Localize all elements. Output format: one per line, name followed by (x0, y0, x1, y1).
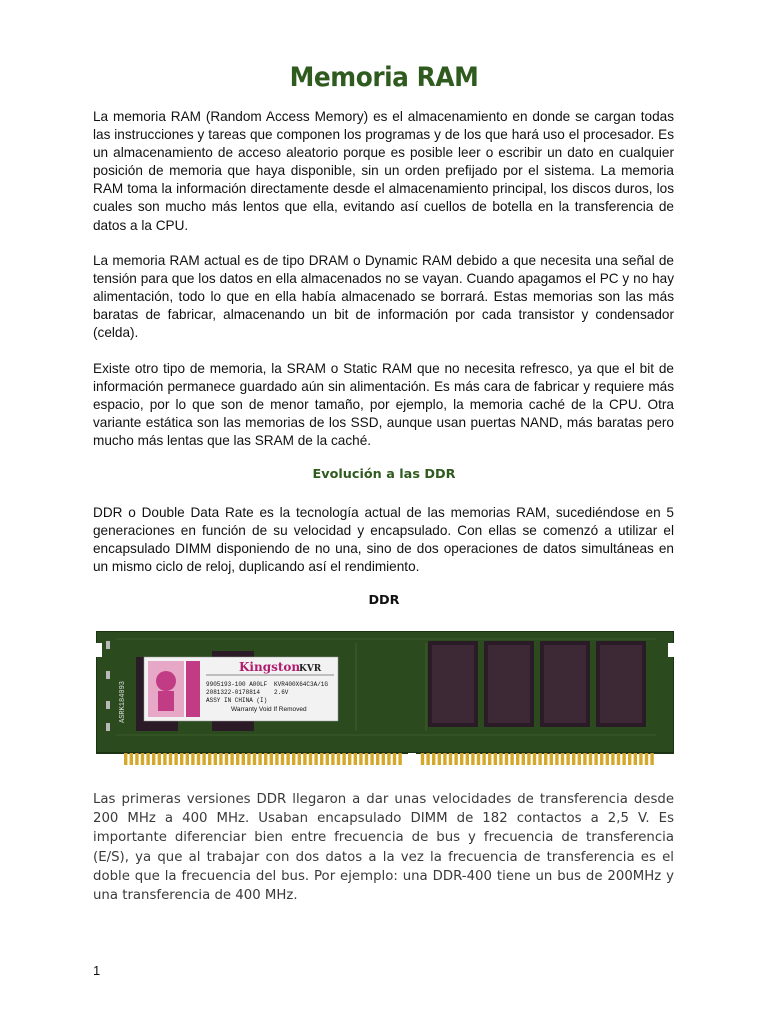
label-line4: Warranty Void If Removed (231, 706, 307, 713)
label-model: KVR (299, 664, 322, 674)
label-line1: 9905193-100 A00LF (206, 681, 268, 688)
label-line1b: KVR400X64C3A/1G (274, 681, 329, 688)
label-line3: ASSY IN CHINA (I) (206, 697, 268, 704)
ddr-ram-module-image (96, 631, 674, 767)
paragraph-intro: La memoria RAM (Random Access Memory) es el almacenamiento en donde se cargan todas las instrucciones y tareas que componen los programas y de los que hará uso el procesador. Es un almacenamiento de acceso aleatorio porque es posible leer o escribir un dato en cualquier posición de memoria que haya disponible, sin un orden prefijado por el sistema. La memoria RAM toma la información directamente desde el almacenamiento principal, los discos duros, los cuales son mucho más lentos que ella, evitando así cuellos de botella en la transferencia de datos a la CPU. (93, 109, 674, 233)
paragraph-ddr-speeds: Las primeras versiones DDR llegaron a dar unas velocidades de transferencia desde 200 MHz a 400 MHz. Usaban encapsulado DIMM de 182 contactos a 2,5 V. Es importante diferenciar bien entre frecuencia de bus y frecuencia de transferencia (E/S), ya que al trabajar con dos datos a la vez la frecuencia de transferencia es el doble que la frecuencia del bus. Por ejemplo: una DDR-400 tiene un bus de 200MHz y una transferencia de 400 MHz. (93, 792, 674, 904)
section-heading-evolucion: Evolución a las DDR (312, 467, 456, 482)
gold-contacts (124, 753, 654, 765)
page-title: Memoria RAM (289, 62, 479, 94)
paragraph-ddr-intro: DDR o Double Data Rate es la tecnología actual de las memorias RAM, sucediéndose en 5 generaciones en función de su velocidad y encapsulado. Con ellas se comenzó a utilizar el encapsulado DIMM disponiendo de no una, sino de dos operaciones de datos simultáneas en un mismo ciclo de reloj, duplicando así el rendimiento. (93, 505, 674, 575)
label-line2: 2081322-0178814 (206, 689, 261, 696)
page-number: 1 (93, 963, 101, 978)
paragraph-sram: Existe otro tipo de memoria, la SRAM o Static RAM que no necesita refresco, ya que el bit de información permanece guardado aún sin alimentación. Es más cara de fabricar y requiere más espacio, por lo que son de menor tamaño, por ejemplo, la memoria caché de la CPU. Otra variante estática son las memorias de los SSD, aunque usan puertas NAND, más baratas pero mucho más lentas que las SRAM de la caché. (93, 361, 674, 449)
label-side-code: ASRK184093 (119, 680, 127, 723)
paragraph-dram: La memoria RAM actual es de tipo DRAM o Dynamic RAM debido a que necesita una señal de tensión para que los datos en ella almacenados no se vayan. Cuando apagamos el PC y no hay alimentación, todo lo que en ella había almacenado se borrará. Estas memorias son las más baratas de fabricar, almacenando un bit de información por cada transistor y condensador (celda). (93, 253, 674, 341)
figure-heading-ddr: DDR (368, 593, 400, 608)
label-brand: Kingston (239, 660, 301, 674)
label-line2b: 2.6V (274, 689, 289, 696)
